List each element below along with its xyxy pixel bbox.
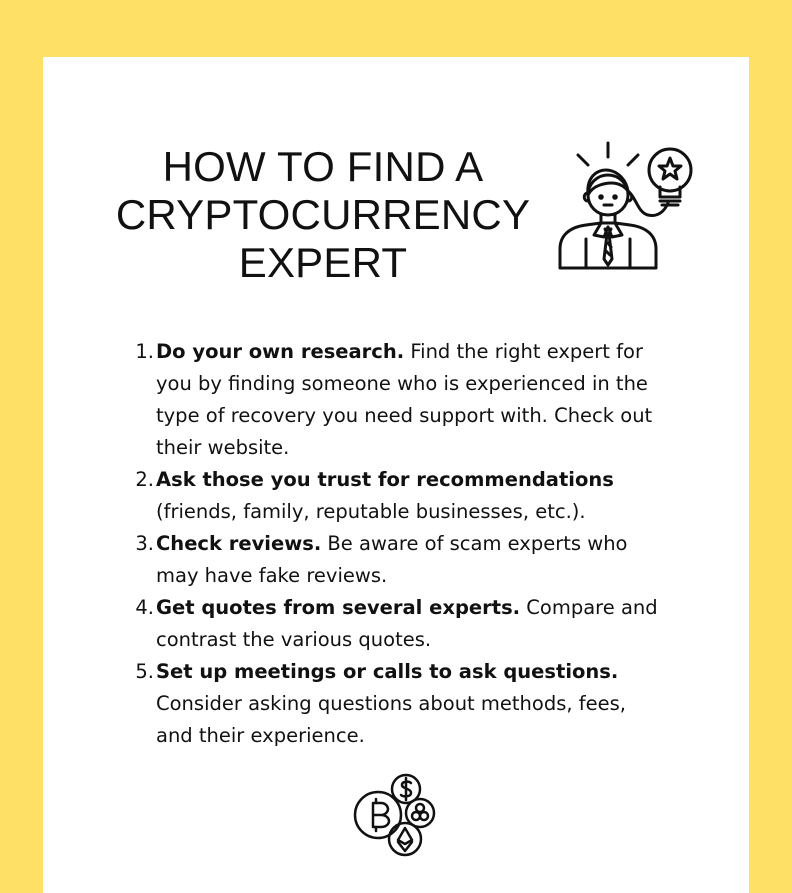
title-line: CRYPTOCURRENCY [115, 191, 531, 238]
infographic-card [43, 57, 749, 893]
step-text: Compare and contrast the various quotes. [156, 596, 658, 651]
page-title [103, 143, 543, 287]
step-text: (friends, family, reputable businesses, etc.). [156, 500, 586, 523]
steps-list [127, 336, 667, 752]
step-text: Find the right expert for you by finding someone who is experienced in the type of recovery you need support with. Check out their website. [156, 340, 653, 459]
title-line: HOW TO FIND A [162, 143, 484, 190]
step-number: 4. [135, 596, 154, 619]
step-title: Check reviews. [156, 532, 322, 555]
title-line: EXPERT [238, 239, 408, 286]
crypto-coins-icon [351, 773, 441, 863]
list-item [127, 464, 667, 528]
step-title: Do your own research. [156, 340, 405, 363]
step-number: 2. [135, 468, 154, 491]
step-text: Consider asking questions about methods, fees, and their experience. [156, 692, 626, 747]
step-number: 3. [135, 532, 154, 555]
step-title: Ask those you trust for recommendations [156, 468, 614, 491]
list-item [127, 528, 667, 592]
list-item [127, 592, 667, 656]
list-item [127, 336, 667, 464]
step-number: 5. [135, 660, 154, 683]
expert-idea-lightbulb-icon [556, 135, 706, 285]
step-title: Get quotes from several experts. [156, 596, 521, 619]
list-item [127, 656, 667, 752]
step-title: Set up meetings or calls to ask questions. [156, 660, 619, 683]
step-text: Be aware of scam experts who may have fake reviews. [156, 532, 628, 587]
step-number: 1. [135, 340, 154, 363]
